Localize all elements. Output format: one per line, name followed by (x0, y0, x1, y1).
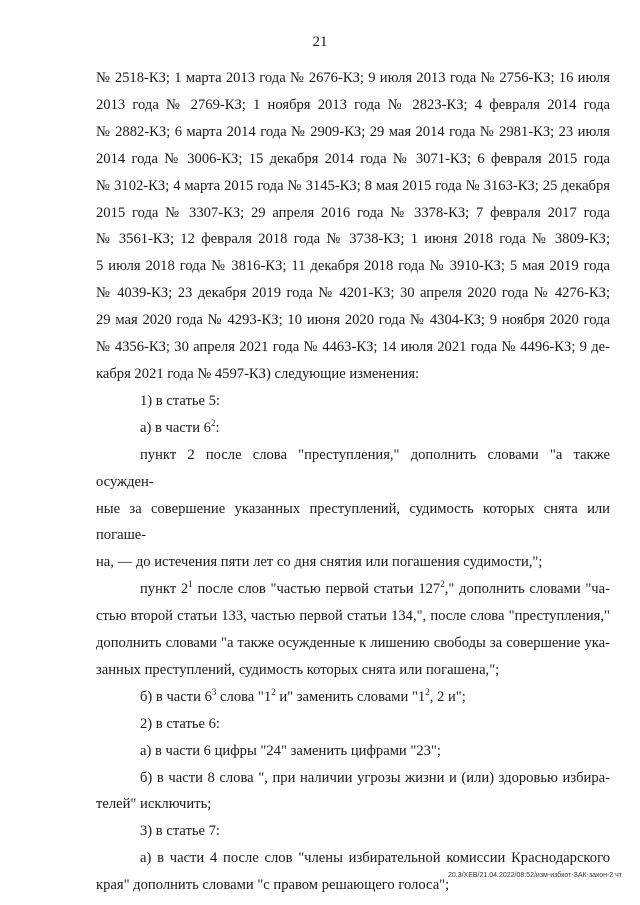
text-line: 2013 года № 2769-КЗ; 1 ноября 2013 года № 2823-КЗ; 4 февраля 2014 года (96, 96, 610, 113)
clause-b-part-8-line: телей" исключить; (96, 796, 212, 813)
clause-b-part-8-line: б) в части 8 слова ", при наличии угрозы жизни и (или) здоровью избира- (140, 769, 610, 786)
text-line: № 4356-КЗ; 30 апреля 2021 года № 4463-КЗ; 14 июля 2021 года № 4496-КЗ; 9 де- (96, 339, 610, 356)
document-body (96, 65, 610, 899)
point-2-line: ные за совершение указанных преступлений, судимость которых снята или погаше- (96, 500, 610, 544)
point-2-line: пункт 2 после слова "преступления," дополнить словами "а также осужден- (96, 446, 610, 490)
clause-a-part-6-2: а) в части $6^2$: (140, 417, 220, 436)
clause-a-part-4-line: а) в части 4 после слов "члены избирательной комиссии Краснодарского (140, 850, 610, 867)
clause-a-part-6: а) в части 6 цифры "24" заменить цифрами "23"; (140, 742, 441, 759)
document-footer-code: 20.3/ХЕВ/21.04.2022/08:52/изм-избкот-ЗАК-закон-2 чт (447, 872, 622, 879)
text-line: 29 мая 2020 года № 4293-КЗ; 10 июня 2020 года № 4304-КЗ; 9 ноября 2020 года (96, 312, 610, 329)
article-7-heading: 3) в статье 7: (140, 823, 220, 840)
text-line: 5 июля 2018 года № 3816-КЗ; 11 декабря 2018 года № 3910-КЗ; 5 мая 2019 года (96, 258, 610, 275)
article-5-heading: 1) в статье 5: (140, 392, 220, 409)
clause-b-part-6-3: б) в части $6^3$ слова "$1^2$ и" заменить словами "$1^2$, 2 и"; (140, 686, 466, 705)
text-line: кабря 2021 года № 4597-КЗ) следующие изменения: (96, 365, 420, 382)
text-line: № 2518-КЗ; 1 марта 2013 года № 2676-КЗ; 9 июля 2013 года № 2756-КЗ; 16 июля (96, 70, 610, 86)
article-6-heading: 2) в статье 6: (140, 715, 220, 732)
page-number: 21 (312, 34, 328, 50)
text-line: 2015 года № 3307-КЗ; 29 апреля 2016 года № 3378-КЗ; 7 февраля 2017 года (96, 204, 610, 221)
point-2-1-line: дополнить словами "а также осужденные к лишению свободы за совершение ука- (96, 635, 610, 652)
text-line: № 3102-КЗ; 4 марта 2015 года № 3145-КЗ; 8 мая 2015 года № 3163-КЗ; 25 декабря (96, 177, 610, 194)
point-2-1-line: пункт $2^1$ после слов "частью первой статьи $127^2$," дополнить словами "ча- (140, 579, 610, 598)
point-2-1-line: занных преступлений, судимость которых снята или погашена,"; (96, 661, 500, 678)
text-line: 2014 года № 3006-КЗ; 15 декабря 2014 года № 3071-КЗ; 6 февраля 2015 года (96, 150, 610, 167)
clause-a-part-4-line: края" дополнить словами "с правом решающего голоса"; (96, 877, 450, 894)
point-2-1-line: стью второй статьи 133, частью первой статьи 134,", после слова "преступления," (96, 608, 610, 625)
text-line: № 4039-КЗ; 23 декабря 2019 года № 4201-КЗ; 30 апреля 2020 года № 4276-КЗ; (96, 285, 610, 302)
text-line: № 3561-КЗ; 12 февраля 2018 года № 3738-КЗ; 1 июня 2018 года № 3809-КЗ; (96, 231, 610, 248)
text-line: № 2882-КЗ; 6 марта 2014 года № 2909-КЗ; 29 мая 2014 года № 2981-КЗ; 23 июля (96, 123, 610, 140)
point-2-line: на, — до истечения пяти лет со дня снятия или погашения судимости,"; (96, 554, 543, 571)
